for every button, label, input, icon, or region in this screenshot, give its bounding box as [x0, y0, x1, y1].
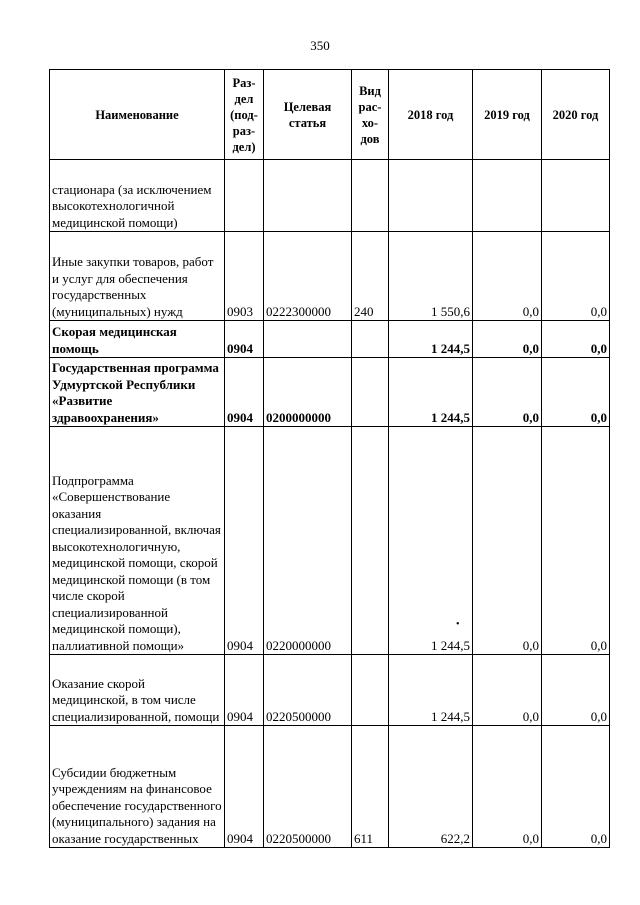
stray-dot-mark: •: [456, 619, 460, 630]
row-expense-type: [352, 358, 389, 427]
page-number: 350: [310, 38, 330, 53]
header-2018: 2018 год: [389, 70, 473, 160]
row-2020: 0,0: [542, 232, 610, 321]
row-section: 0904: [225, 655, 264, 726]
row-2020: [542, 160, 610, 232]
row-2020: 0,0: [542, 726, 610, 848]
row-expense-type: 611: [352, 726, 389, 848]
row-target: 0200000000: [264, 358, 352, 427]
row-section: 0904: [225, 427, 264, 655]
row-section: 0904: [225, 321, 264, 358]
row-2018: 1 244,5: [389, 321, 473, 358]
row-2018: [389, 160, 473, 232]
row-2020: 0,0: [542, 321, 610, 358]
row-name: Оказание скорой медицинской, в том числе специализированной, помощи: [50, 655, 225, 726]
row-expense-type: [352, 160, 389, 232]
header-name: Наименование: [50, 70, 225, 160]
row-section: 0903: [225, 232, 264, 321]
table-row: [50, 358, 610, 427]
table-row: [50, 321, 610, 358]
row-2020: 0,0: [542, 358, 610, 427]
row-section: 0904: [225, 726, 264, 848]
row-expense-type: [352, 427, 389, 655]
row-name: Скорая медицинская помощь: [50, 321, 225, 358]
row-2020: 0,0: [542, 655, 610, 726]
row-2019: 0,0: [473, 321, 542, 358]
row-name: Субсидии бюджетным учреждениям на финансовое обеспечение государственного (муниципального) задания на оказание государственных: [50, 726, 225, 848]
row-2019: [473, 160, 542, 232]
table-row: [50, 232, 610, 321]
row-2019: 0,0: [473, 232, 542, 321]
row-name: Подпрограмма «Совершенствование оказания специализированной, включая высокотехнологичную, медицинской помощи, скорой медицинской помощи (в том числе скорой специализированной медицинской помощи), паллиативной помощи»: [50, 427, 225, 655]
row-target: [264, 160, 352, 232]
header-target: Целевая статья: [264, 70, 352, 160]
row-2018: 1 244,5: [389, 427, 473, 655]
row-2020: 0,0: [542, 427, 610, 655]
row-name: Иные закупки товаров, работ и услуг для обеспечения государственных (муниципальных) нужд: [50, 232, 225, 321]
row-section: [225, 160, 264, 232]
row-2019: 0,0: [473, 358, 542, 427]
budget-table: [49, 69, 610, 848]
row-target: 0222300000: [264, 232, 352, 321]
table-row: [50, 160, 610, 232]
row-target: 0220000000: [264, 427, 352, 655]
row-2018: 1 244,5: [389, 655, 473, 726]
row-name: Государственная программа Удмуртской Республики «Развитие здравоохранения»: [50, 358, 225, 427]
header-row: [50, 70, 610, 160]
row-target: 0220500000: [264, 655, 352, 726]
row-expense-type: [352, 655, 389, 726]
row-2019: 0,0: [473, 655, 542, 726]
row-name: стационара (за исключением высокотехнологичной медицинской помощи): [50, 160, 225, 232]
row-target: 0220500000: [264, 726, 352, 848]
row-2018: 622,2: [389, 726, 473, 848]
row-2019: 0,0: [473, 726, 542, 848]
header-section: Раз- дел (под- раз- дел): [225, 70, 264, 160]
table-row: [50, 427, 610, 655]
row-section: 0904: [225, 358, 264, 427]
table-row: [50, 655, 610, 726]
row-target: [264, 321, 352, 358]
header-2020: 2020 год: [542, 70, 610, 160]
row-2019: 0,0: [473, 427, 542, 655]
header-expense-type: Вид рас- хо- дов: [352, 70, 389, 160]
row-expense-type: [352, 321, 389, 358]
row-2018: 1 244,5: [389, 358, 473, 427]
row-2018: 1 550,6: [389, 232, 473, 321]
row-expense-type: 240: [352, 232, 389, 321]
header-2019: 2019 год: [473, 70, 542, 160]
table-row: [50, 726, 610, 848]
